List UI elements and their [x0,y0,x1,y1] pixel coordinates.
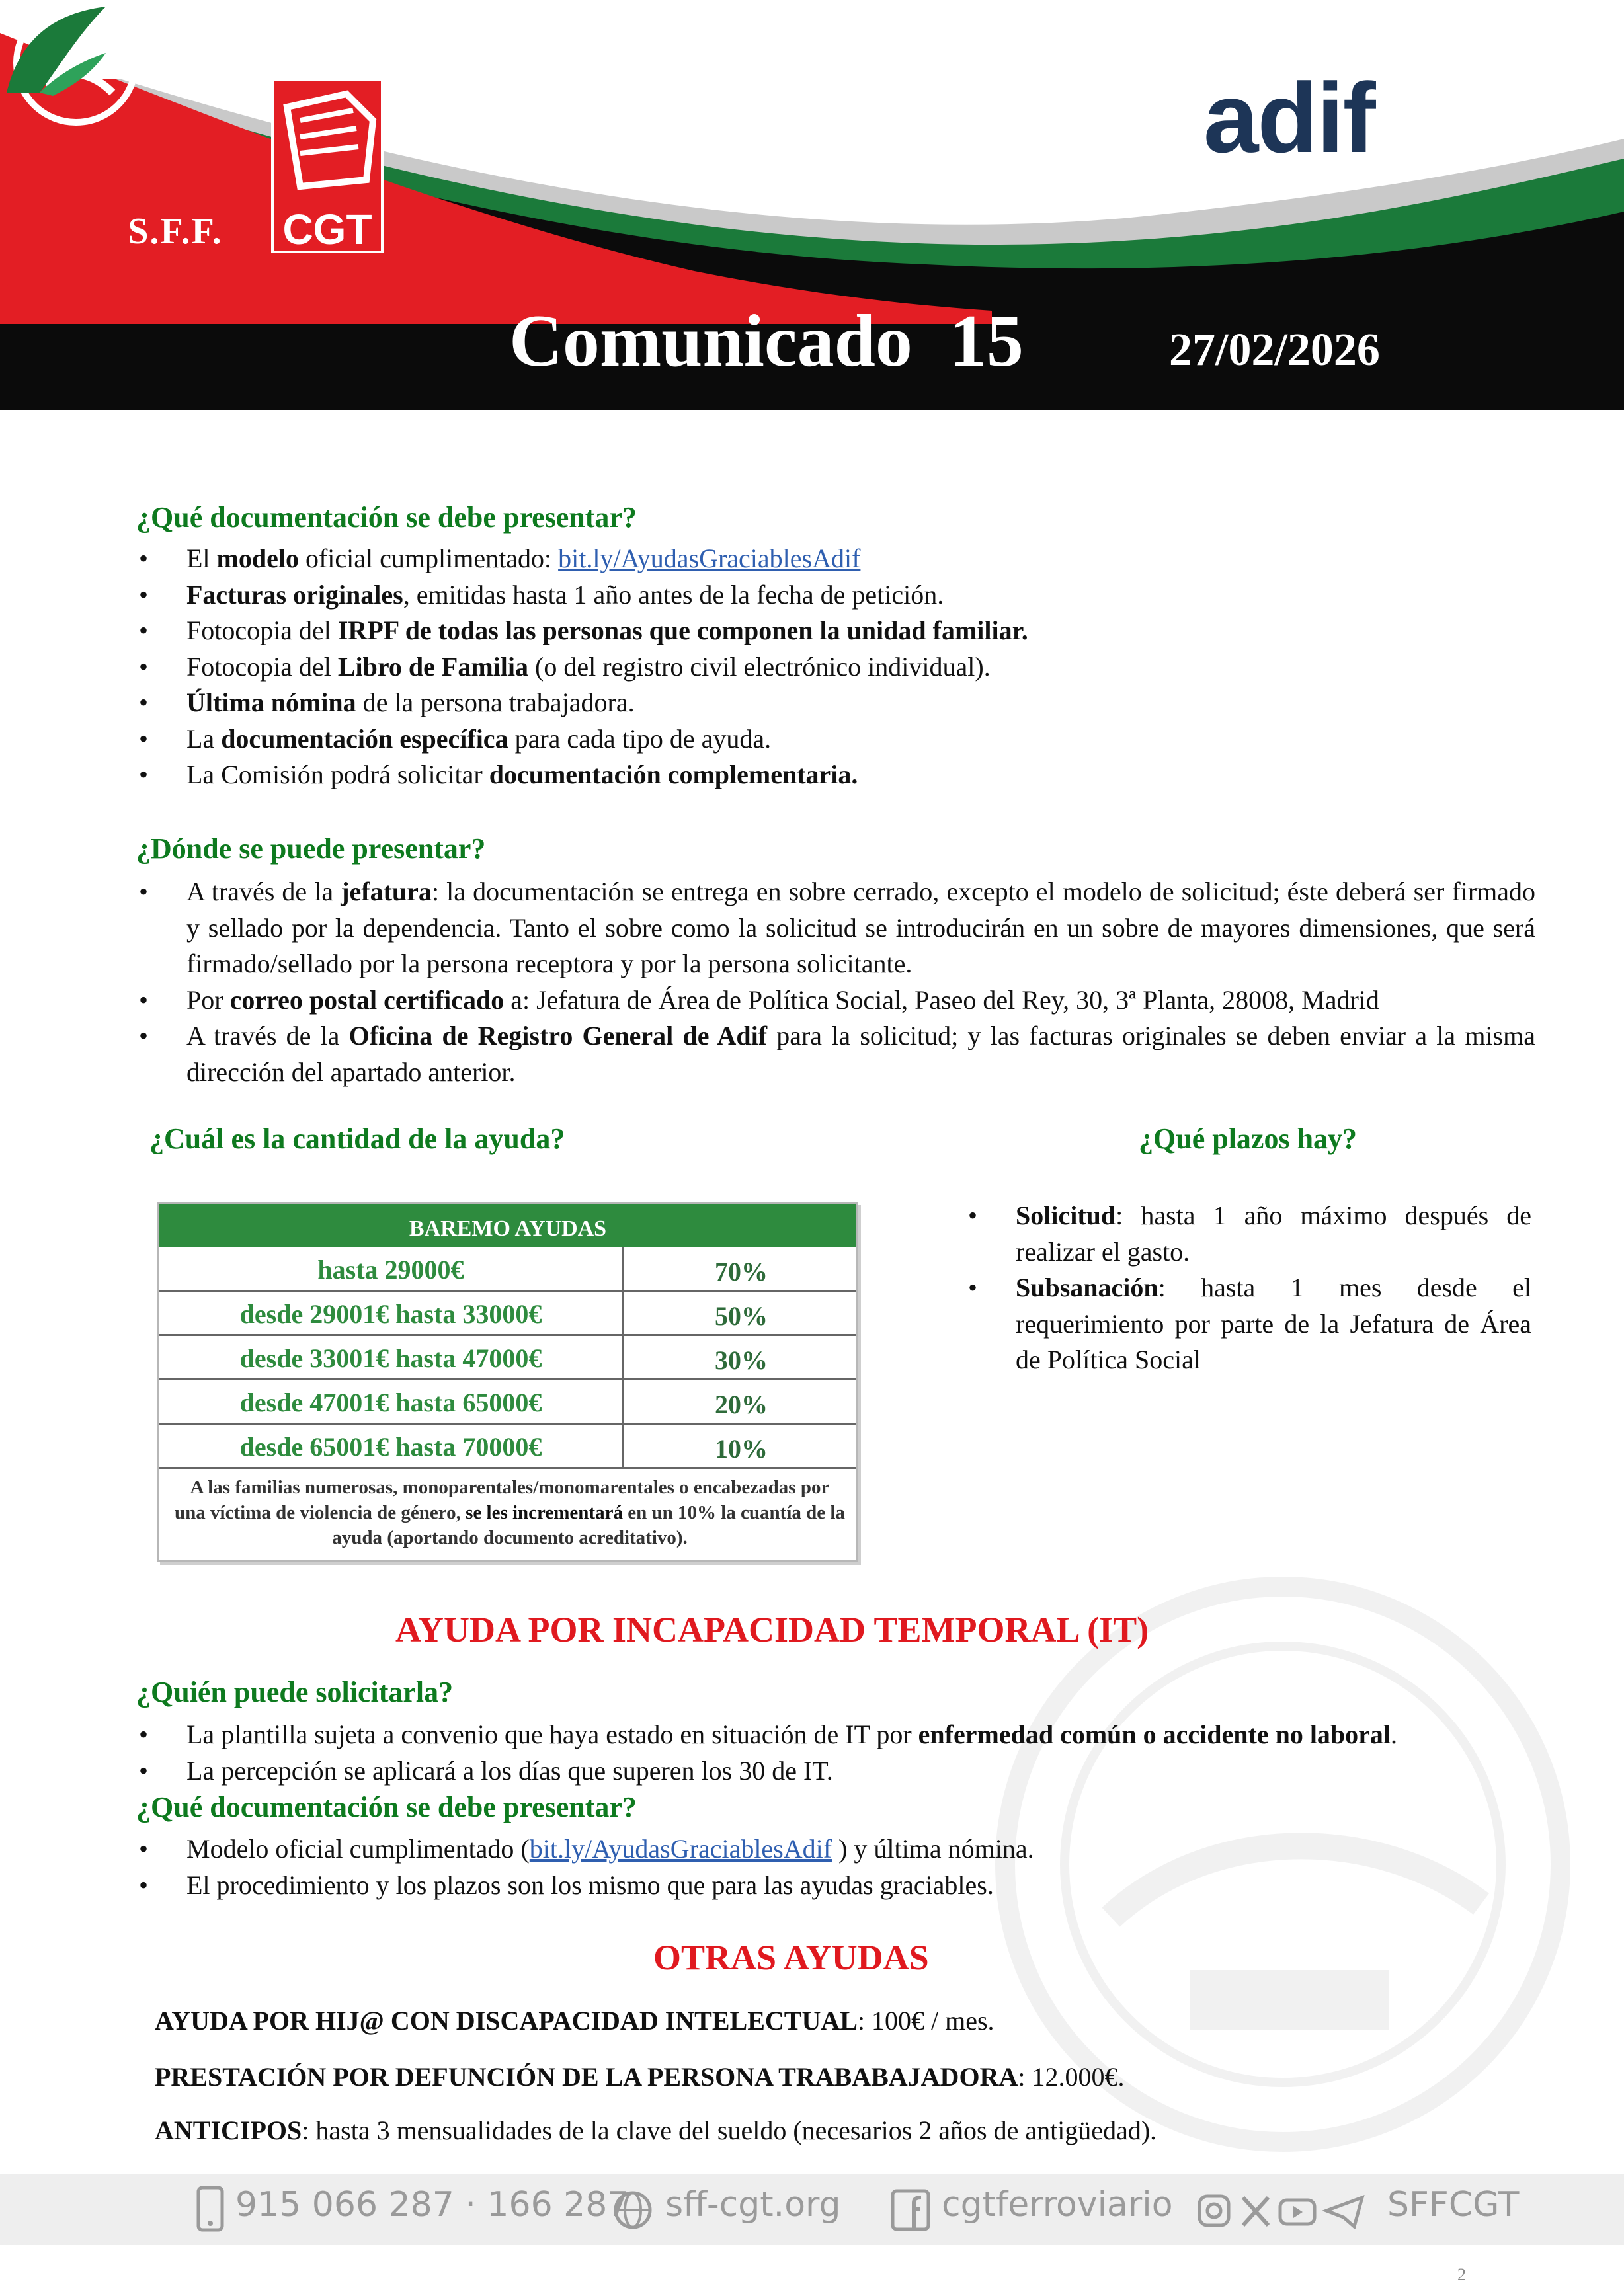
table-row [159,1247,856,1292]
it-doc-heading: ¿Qué documentación se debe presentar? [136,1791,637,1823]
list-item: • El procedimiento y los plazos son los mismo que para las ayudas graciables. [139,1870,994,1900]
page-title: Comunicado 15 [509,300,1024,382]
list-item: • La Comisión podrá solicitar documentación complementaria. [139,760,858,789]
baremo-table [157,1202,858,1562]
list-item: • Subsanación: hasta 1 mes desde el requerimiento por parte de la Jefatura de Área de Política Social [968,1273,1531,1374]
sff-label: S.F.F. [128,211,223,252]
globe-icon [612,2190,653,2231]
it-doc-list [139,1831,1549,1903]
list-item: • La documentación específica para cada tipo de ayuda. [139,723,772,754]
adif-label: adif [1203,62,1375,173]
aid-line: AYUDA POR HIJ@ CON DISCAPACIDAD INTELECTUAL: 100€ / mes. [155,2006,995,2036]
range-cell: hasta 29000€ [317,1255,464,1285]
percent-cell: 70% [622,1247,858,1292]
where-heading: ¿Dónde se puede presentar? [136,832,486,865]
table-row [159,1292,856,1336]
list-item: • A través de la jefatura: la documentación se entrega en sobre cerrado, excepto el modelo de solicitud; éste deberá ser firmado y sellado por la dependencia. Tanto el sobre como la solicitud se introducirán en un sobre de mayores dimensiones, que será firmado/sellado por la persona receptora y por la persona solicitante. [139,877,1536,978]
doc-list [139,541,1509,793]
percent-cell: 30% [622,1336,858,1380]
percent-cell: 10% [622,1425,858,1469]
list-item: • Modelo oficial cumplimentado (bit.ly/AyudasGraciablesAdif ) y última nómina. [139,1834,1034,1864]
where-list [139,874,1536,1090]
aid-line: ANTICIPOS: hasta 3 mensualidades de la clave del sueldo (necesarios 2 años de antigüedad). [155,2116,1157,2145]
doc-heading: ¿Qué documentación se debe presentar? [136,501,637,534]
footer-handle: SFFCGT [1387,2185,1520,2225]
list-item: • La percepción se aplicará a los días que superen los 30 de IT. [139,1755,833,1786]
footer-phone: 915 066 287 · 166 287 [235,2185,629,2225]
form-link[interactable]: bit.ly/AyudasGraciablesAdif [558,543,861,573]
list-item: • Fotocopia del Libro de Familia (o del registro civil electrónico individual). [139,651,991,682]
baremo-title: BAREMO AYUDAS [159,1204,856,1247]
social-icons [1197,2194,1382,2229]
range-cell: desde 47001€ hasta 65000€ [239,1388,542,1417]
header-banner [0,0,1624,410]
percent-cell: 20% [622,1380,858,1425]
instagram-icon [1199,2196,1229,2225]
telegram-icon [1326,2197,1362,2227]
list-item: • Solicitud: hasta 1 año máximo después de realizar el gasto. [968,1201,1531,1267]
amount-heading: ¿Cuál es la cantidad de la ayuda? [149,1123,565,1155]
it-who-heading: ¿Quién puede solicitarla? [136,1676,454,1708]
list-item: • Facturas originales, emitidas hasta 1 año antes de la fecha de petición. [139,579,944,610]
table-row [159,1425,856,1469]
range-cell: desde 65001€ hasta 70000€ [239,1432,542,1462]
it-title: AYUDA POR INCAPACIDAD TEMPORAL (IT) [395,1610,1149,1649]
list-item: • Última nómina de la persona trabajadora. [139,688,635,717]
list-item: • A través de la Oficina de Registro General de Adif para la solicitud; y las facturas originales se deben enviar a la misma dirección del apartado anterior. [139,1021,1535,1087]
communique-date: 27/02/2026 [1169,325,1380,376]
page-number: 2 [1457,2265,1466,2284]
youtube-icon [1280,2200,1315,2224]
form-link[interactable]: bit.ly/AyudasGraciablesAdif [529,1834,832,1864]
table-row [159,1380,856,1425]
cgt-label: CGT [282,206,372,253]
list-item: • La plantilla sujeta a convenio que haya estado en situación de IT por enfermedad común o accidente no laboral. [139,1720,1398,1749]
cgt-fist-icon [274,81,381,200]
deadlines-list [968,1198,1531,1378]
deadlines-heading: ¿Qué plazos hay? [1139,1123,1358,1155]
x-icon [1243,2197,1268,2225]
range-cell: desde 33001€ hasta 47000€ [239,1343,542,1373]
baremo-note: A las familias numerosas, monoparentales/monomarentales o encabezadas por una víctima de violencia de género, se les incrementará en un 10% la cuantía de la ayuda (aportando documento acreditativo). [175,1477,845,1548]
list-item: • Fotocopia del IRPF de todas las personas que componen la unidad familiar. [139,615,1028,645]
footer-website[interactable]: sff-cgt.org [665,2185,841,2225]
percent-cell: 50% [622,1292,858,1336]
other-aids-title: OTRAS AYUDAS [653,1938,929,1977]
range-cell: desde 29001€ hasta 33000€ [239,1299,542,1329]
list-item: • Por correo postal certificado a: Jefatura de Área de Política Social, Paseo del Rey, 30, 3ª Planta, 28008, Madrid [139,984,1379,1015]
it-who-list [139,1717,1549,1789]
phone-icon [196,2185,225,2233]
facebook-icon [890,2188,931,2232]
aid-line: PRESTACIÓN POR DEFUNCIÓN DE LA PERSONA TRABABAJADORA: 12.000€. [155,2062,1125,2092]
adif-leaf-icon [0,0,112,99]
footer-facebook[interactable]: cgtferroviario [942,2185,1173,2225]
table-row [159,1336,856,1380]
list-item: • El modelo oficial cumplimentado: bit.ly/AyudasGraciablesAdif [139,543,861,573]
